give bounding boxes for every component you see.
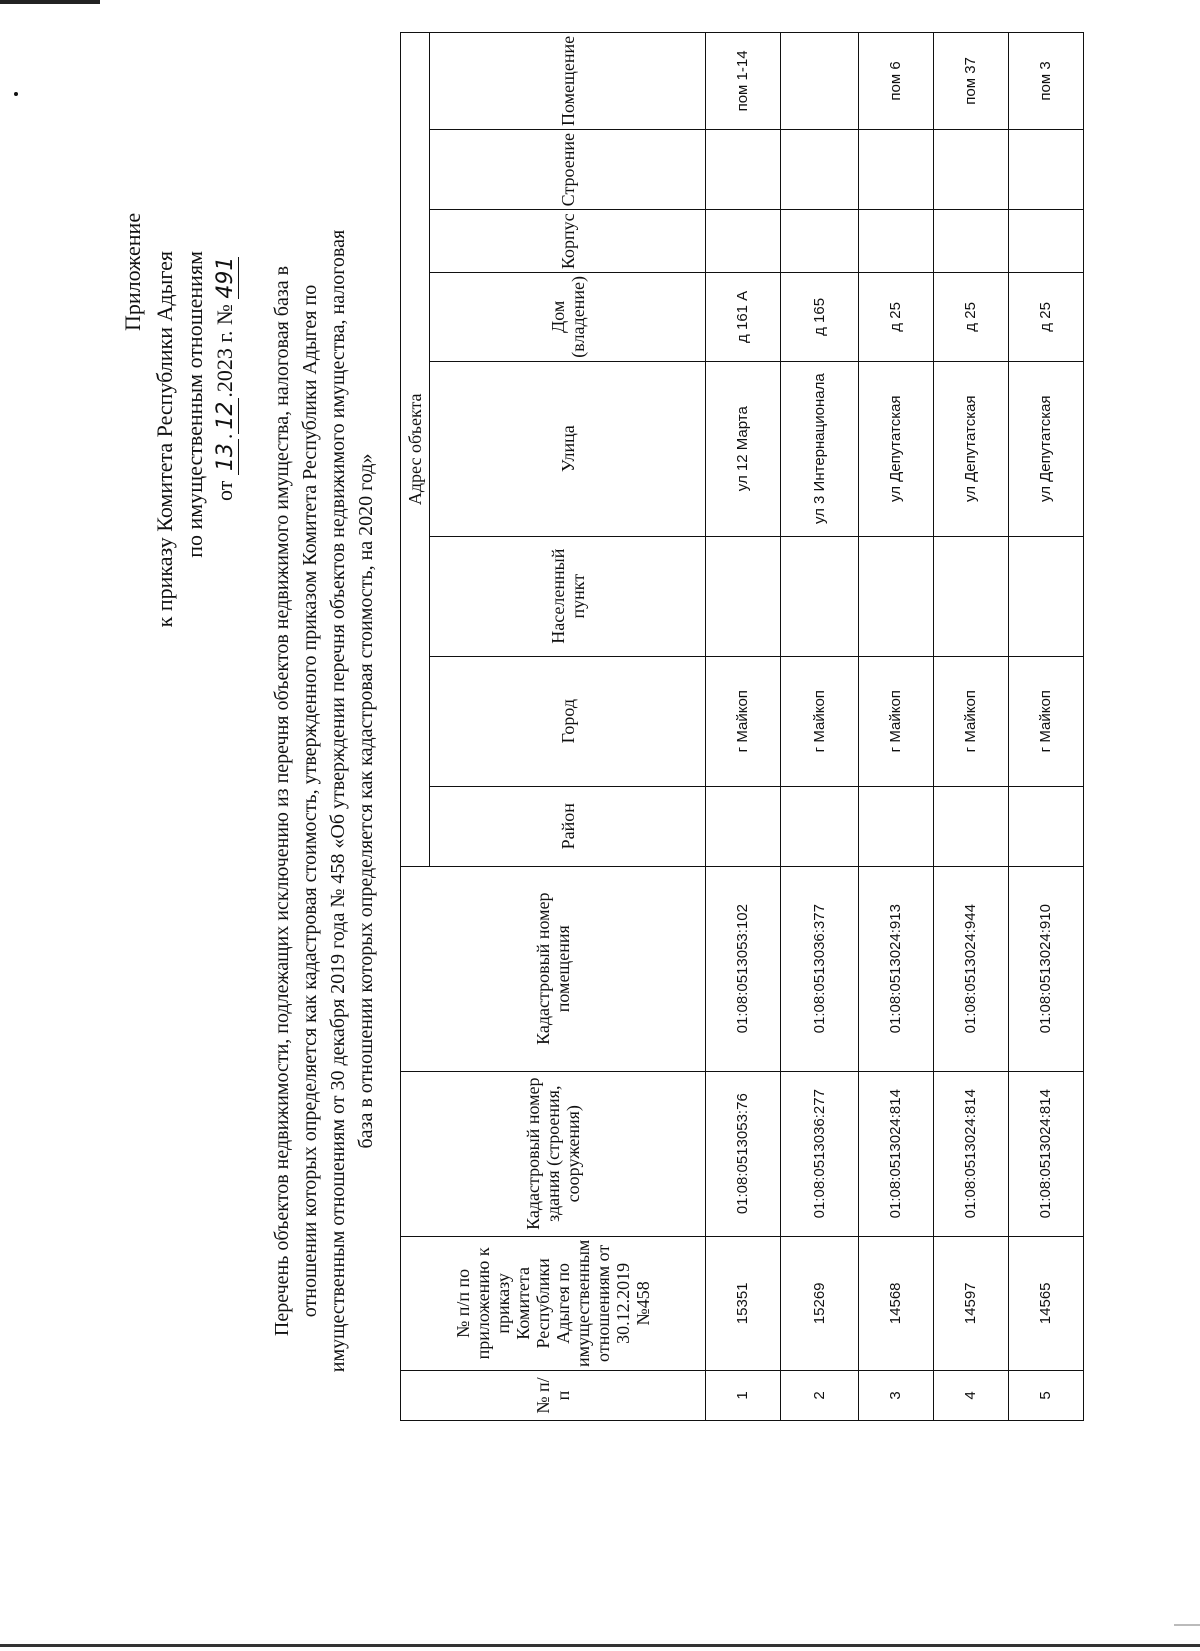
cell-korpus (859, 210, 934, 273)
cell-city: г Майкоп (781, 656, 859, 786)
cell-street: ул 3 Интернационала (781, 361, 859, 536)
appendix-date-number (212, 251, 239, 501)
cell-num: 4 (934, 1371, 1009, 1421)
cell-korpus (934, 210, 1009, 273)
cell-street: ул Депутатская (859, 361, 934, 536)
appendix-month: 12 (213, 398, 239, 434)
cell-app-num: 14565 (1009, 1236, 1084, 1370)
appendix-number: 491 (213, 256, 238, 299)
cell-street: ул Депутатская (1009, 361, 1084, 536)
cell-num: 2 (781, 1371, 859, 1421)
col-cad-room: Кадастровый номер помещения (401, 866, 706, 1071)
cell-settlement (934, 536, 1009, 656)
col-address-group: Адрес объекта (401, 32, 430, 866)
table-row (706, 32, 781, 1420)
cell-building (781, 130, 859, 210)
cell-district (781, 786, 859, 866)
cell-cad-building: 01:08:0513024:814 (934, 1071, 1009, 1236)
cell-korpus (706, 210, 781, 273)
table-row (1009, 32, 1084, 1420)
cell-cad-room: 01:08:0513053:102 (706, 866, 781, 1071)
cell-cad-building: 01:08:0513024:814 (859, 1071, 934, 1236)
cell-district (1009, 786, 1084, 866)
cell-cad-room: 01:08:0513024:910 (1009, 866, 1084, 1071)
col-num: № п/п (401, 1371, 706, 1421)
cell-building (1009, 130, 1084, 210)
cell-settlement (859, 536, 934, 656)
cell-room: пом 37 (934, 32, 1009, 129)
cell-room (781, 32, 859, 129)
cell-num: 1 (706, 1371, 781, 1421)
cell-cad-building: 01:08:0513036:277 (781, 1071, 859, 1236)
col-app-num: № п/п по приложению к приказу Комитета Республики Адыгея по имущественным отношениям от 30.12.2019 №458 (401, 1236, 706, 1370)
col-cad-building: Кадастровый номер здания (строения, сооружения) (401, 1071, 706, 1236)
appendix-prefix: от (212, 480, 237, 501)
col-district: Район (430, 786, 706, 866)
col-house: Дом (владение) (430, 273, 706, 362)
cell-building (859, 130, 934, 210)
cell-cad-room: 01:08:0513024:944 (934, 866, 1009, 1071)
cell-building (706, 130, 781, 210)
cell-cad-room: 01:08:0513036:377 (781, 866, 859, 1071)
cell-cad-building: 01:08:0513024:814 (1009, 1071, 1084, 1236)
cell-korpus (781, 210, 859, 273)
cell-city: г Майкоп (1009, 656, 1084, 786)
appendix-day: 13 (213, 439, 239, 475)
cell-cad-room: 01:08:0513024:913 (859, 866, 934, 1071)
appendix-title: Приложение (120, 212, 145, 331)
cell-num: 3 (859, 1371, 934, 1421)
header-row-1 (401, 32, 430, 1420)
cell-settlement (706, 536, 781, 656)
cell-house: д 25 (859, 273, 934, 362)
cell-city: г Майкоп (706, 656, 781, 786)
cell-city: г Майкоп (859, 656, 934, 786)
appendix-dot: . (212, 433, 237, 440)
cell-district (859, 786, 934, 866)
cell-street: ул 12 Марта (706, 361, 781, 536)
appendix-year: .2023 г. № (212, 304, 237, 398)
col-building: Строение (430, 130, 706, 210)
cell-korpus (1009, 210, 1084, 273)
cell-room: пом 6 (859, 32, 934, 129)
cell-settlement (781, 536, 859, 656)
cell-num: 5 (1009, 1371, 1084, 1421)
col-korpus: Корпус (430, 210, 706, 273)
col-room: Помещение (430, 32, 706, 129)
appendix-line-1: к приказу Комитета Республики Адыгея (152, 251, 177, 628)
col-city: Город (430, 656, 706, 786)
cell-cad-building: 01:08:0513053:76 (706, 1071, 781, 1236)
appendix-line-2: по имущественным отношениям (182, 251, 207, 558)
col-settlement: Населенный пункт (430, 536, 706, 656)
document-heading: Перечень объектов недвижимости, подлежащих исключению из перечня объектов недвижимого имущества, налоговая база в отношении которых определяется как кадастровая стоимость, утвержденного приказом Комитета Республики Адыгея по имущественным отношениям от 30 декабря 2019 года № 458 «Об утверждении перечня объектов недвижимого имущества, налоговая база в отношении которых определяется как кадастровая стоимость, на 2020 год» (271, 229, 377, 1373)
cell-app-num: 14568 (859, 1236, 934, 1370)
cell-building (934, 130, 1009, 210)
table-row (781, 32, 859, 1420)
table-row (859, 32, 934, 1420)
cell-house: д 25 (934, 273, 1009, 362)
cell-app-num: 15269 (781, 1236, 859, 1370)
cell-room: пом 3 (1009, 32, 1084, 129)
cell-settlement (1009, 536, 1084, 656)
cell-district (934, 786, 1009, 866)
cell-house: д 25 (1009, 273, 1084, 362)
table-row (934, 32, 1009, 1420)
objects-table (400, 32, 1084, 1421)
cell-house: д 161 А (706, 273, 781, 362)
cell-room: пом 1-14 (706, 32, 781, 129)
cell-district (706, 786, 781, 866)
cell-app-num: 15351 (706, 1236, 781, 1370)
cell-street: ул Депутатская (934, 361, 1009, 536)
cell-city: г Майкоп (934, 656, 1009, 786)
cell-app-num: 14597 (934, 1236, 1009, 1370)
col-street: Улица (430, 361, 706, 536)
cell-house: д 165 (781, 273, 859, 362)
